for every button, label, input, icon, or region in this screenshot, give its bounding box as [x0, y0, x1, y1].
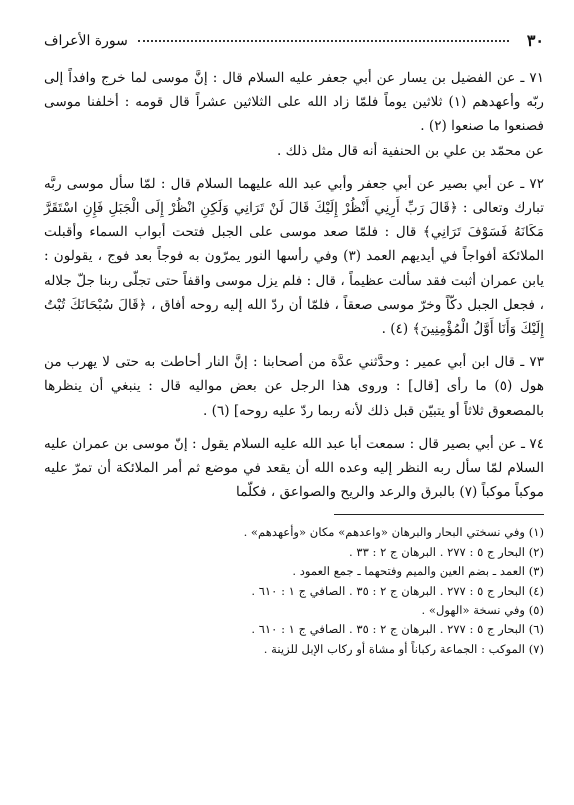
page-header: [44, 30, 544, 52]
footnote-6: (٦) البحار ج ٥ : ٢٧٧ . البرهان ج ٢ : ٣٥ . الصافي ج ١ : ٦١٠ .: [251, 622, 544, 637]
main-text: [44, 66, 544, 504]
footnote-separator: [334, 514, 544, 515]
footnote-5: (٥) وفي نسخة «الهول» .: [421, 603, 544, 618]
page-number: ٣٠: [526, 31, 544, 50]
footnote-1: (١) وفي نسختي البحار والبرهان «واعدهم» مكان «وأعهدهم» .: [243, 525, 544, 540]
footnotes: [44, 523, 544, 659]
hadith-74: ٧٤ ـ عن أبي بصير قال : سمعت أبا عبد الله عليه السلام يقول : إنّ موسى بن عمران عليه السلام لمّا سأل ربه النظر إليه وعده الله أن يقعد في موضع ثم أمر الملائكة أن تمرّ عليه موكباً موكباً (٧) بالبرق والرعد والريح والصواعق ، فكلّما: [44, 435, 544, 501]
header-dotted-leader: [138, 40, 509, 42]
footnote-3: (٣) العمد ـ بضم العين والميم وفتحهما ـ جمع العمود .: [292, 564, 544, 579]
hadith-72: ٧٢ ـ عن أبي بصير عن أبي جعفر وأبي عبد الله عليهما السلام قال : لمّا سأل موسى ربَّه تبارك وتعالى : ﴿قَالَ رَبِّ أَرِنِي أَنْظُرْ إِلَيْكَ قَالَ لَنْ تَرَانِي وَلَكِنِ انْظُرْ إِلَى الْجَبَلِ فَإِنِ اسْتَقَرَّ مَكَانَهُ فَسَوْفَ تَرَانِي﴾ قال : فلمّا صعد موسى على الجبل فتحت أبواب السماء وأقبلت الملائكة أفواجاً في أيديهم العمد (٣) وفي رأسها النور يمرّون به فوجاً بعد فوج ، يقولون : يابن عمران أثبت فقد سألت عظيماً ، قال : فلم يزل موسى واقفاً حتى تجلّى ربنا جلّ جلاله ، فجعل الجبل دكّاً وخرّ موسى صعقاً ، فلمّا أن ردّ الله إليه روحه أفاق ، ﴿قَالَ سُبْحَانَكَ تُبْتُ إِلَيْكَ وَأَنَا أَوَّلُ الْمُؤْمِنِينَ﴾ (٤) .: [44, 175, 544, 338]
hadith-71: ٧١ ـ عن الفضيل بن يسار عن أبي جعفر عليه السلام قال : إنَّ موسى لما خرج وافداً إلى ربّه وأعهدهم (١) ثلاثين يوماً فلمّا زاد الله على الثلاثين عشراً قال قومه : أخلفنا موسى فصنعوا ما صنعوا (٢) .: [44, 70, 544, 135]
footnote-4: (٤) البحار ج ٥ : ٢٧٧ . البرهان ج ٢ : ٣٥ . الصافي ج ١ : ٦١٠ .: [251, 583, 544, 598]
surah-title: سورة الأعراف: [44, 33, 128, 49]
book-page: [44, 30, 544, 790]
footnote-2: (٢) البحار ج ٥ : ٢٧٧ . البرهان ج ٢ : ٣٣ .: [349, 544, 544, 559]
hadith-71-note: عن محمّد بن علي بن الحنفية أنه قال مثل ذلك .: [276, 142, 544, 159]
footnote-7: (٧) الموكب : الجماعة ركباناً أو مشاة أو ركاب الإبل للزينة .: [263, 641, 544, 656]
hadith-73: ٧٣ ـ قال ابن أبي عمير : وحدَّثني عدَّة من أصحابنا : إنَّ النار أحاطت به حتى لا يهرب من هول (٥) ما رأى [قال] : وروى هذا الرجل عن بعض مواليه قال : ينبغي أن ينظرها بالمصعوق ثلاثاً أو يتبيّن قبل ذلك لأنه ربما ردّ عليه روحه] (٦) .: [44, 354, 544, 419]
